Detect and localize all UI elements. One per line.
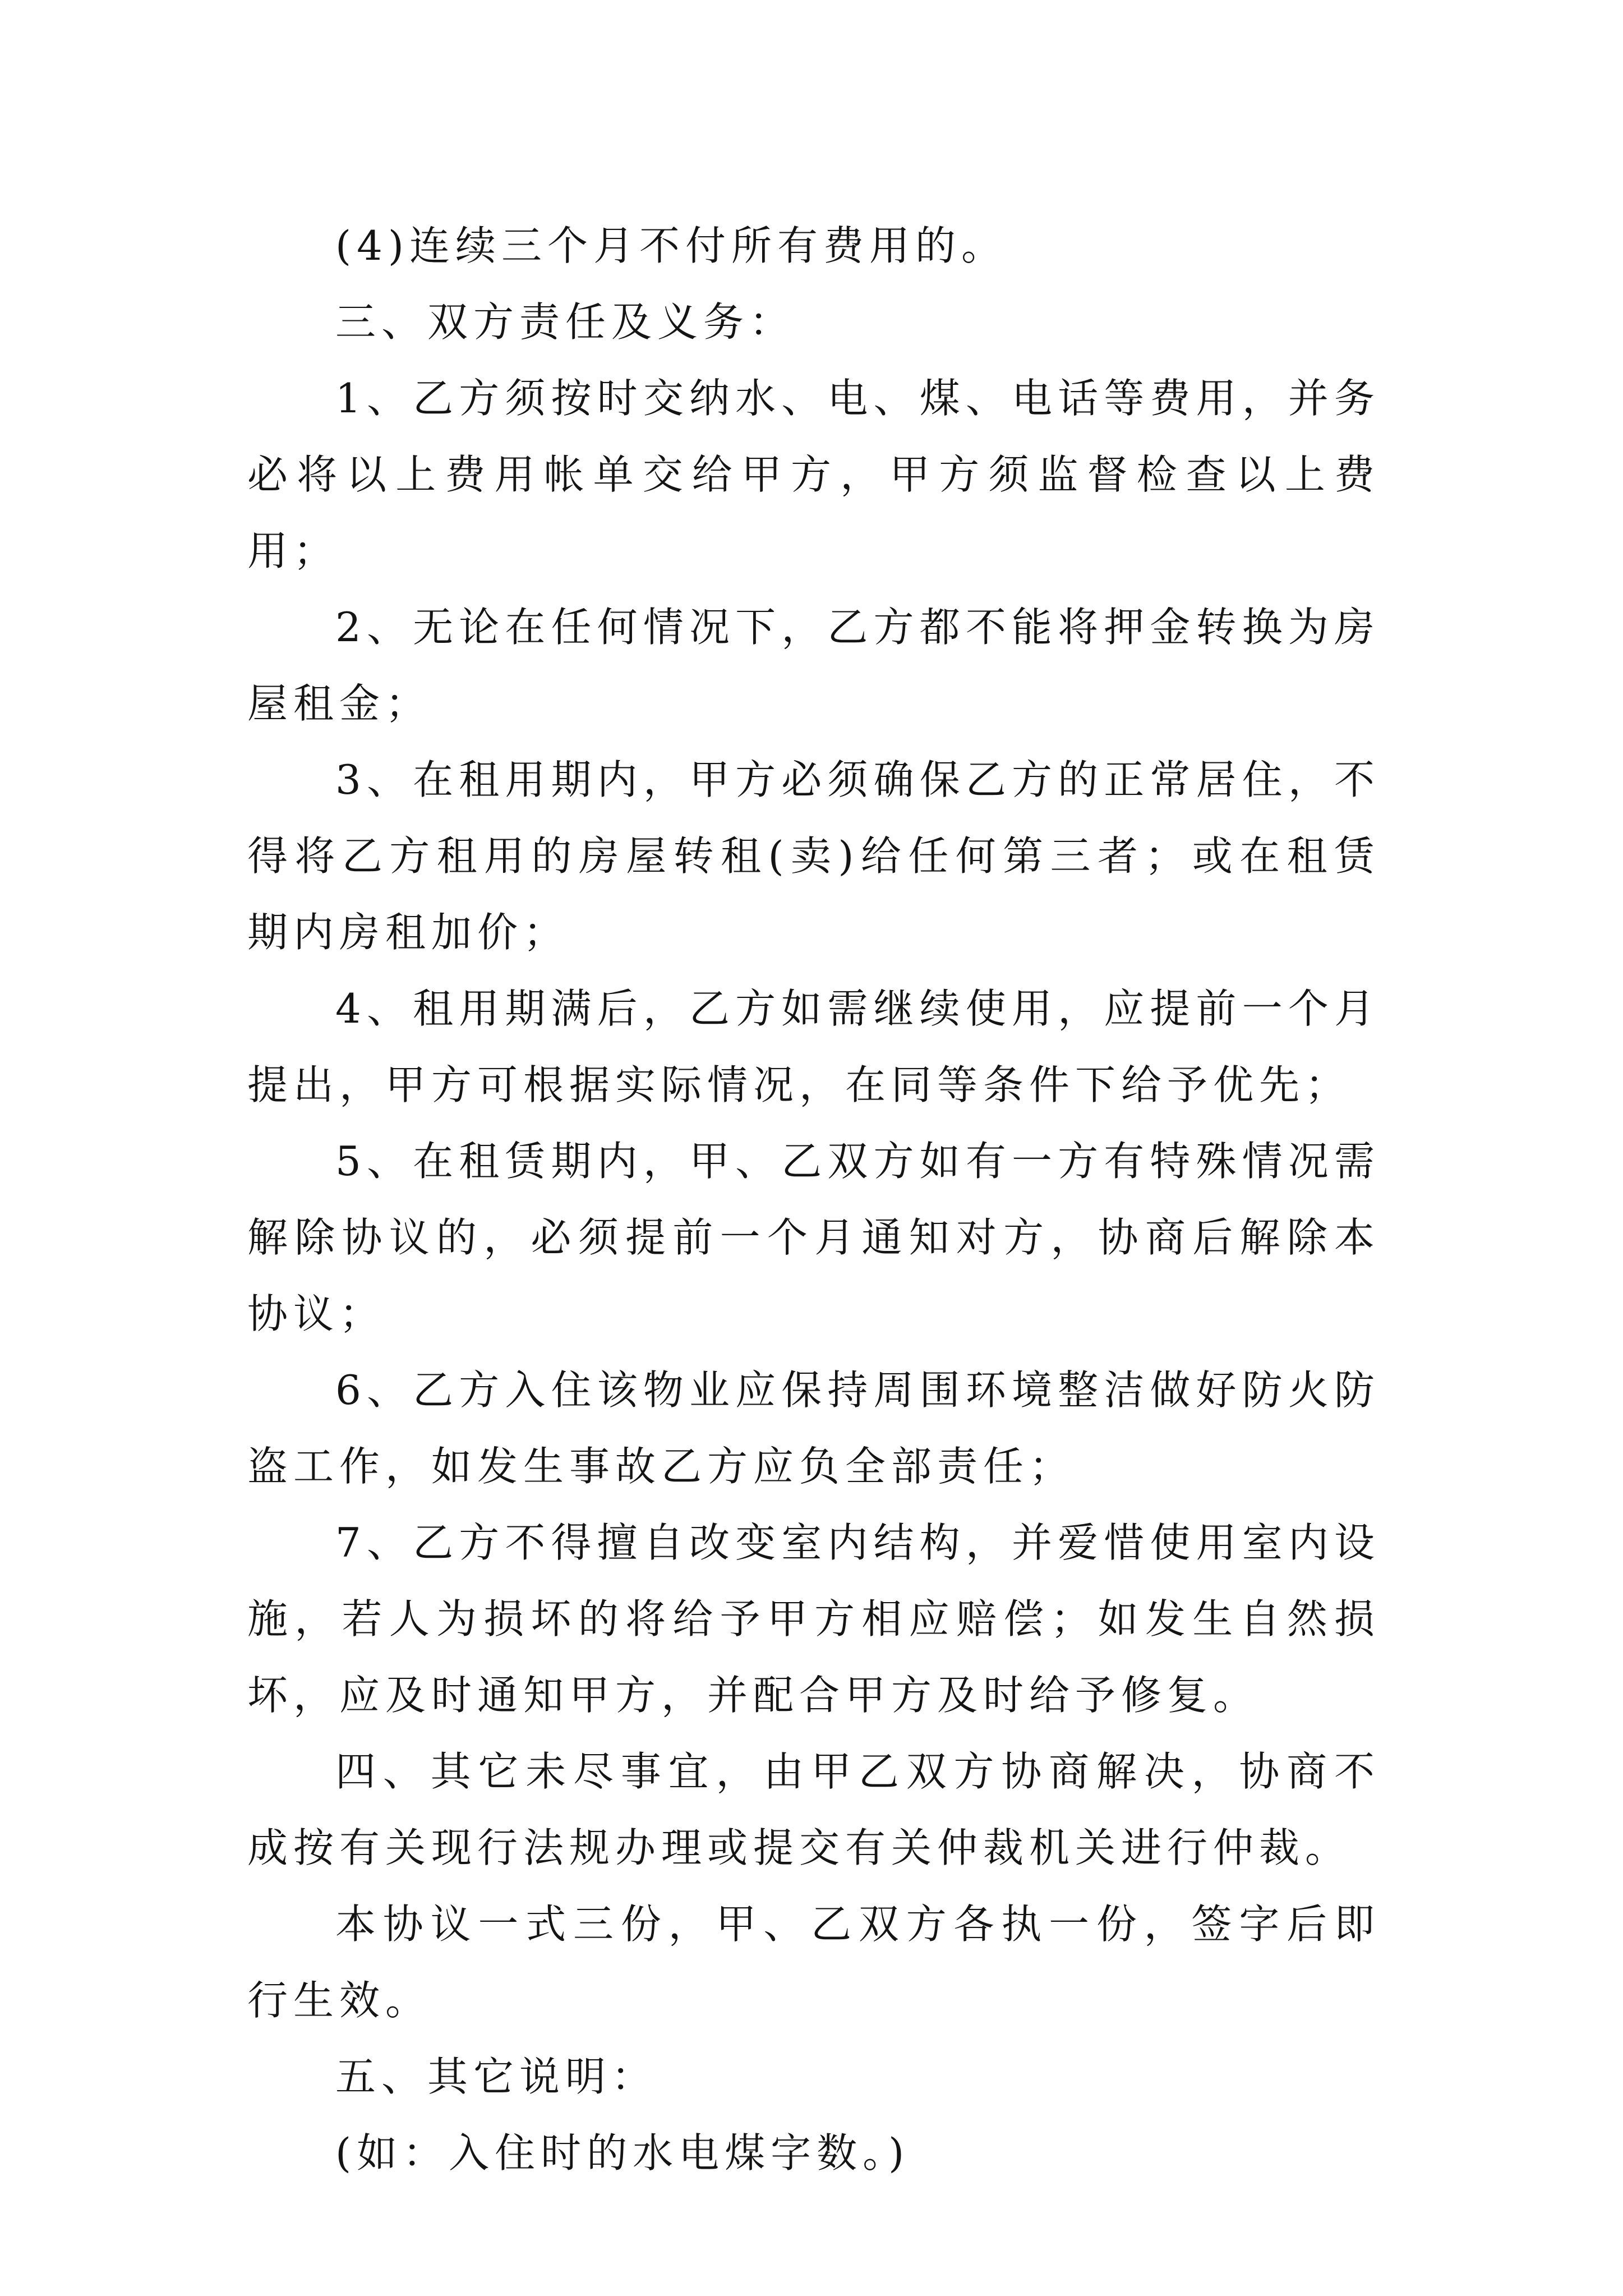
section-heading-other-notes: 五、其它说明： bbox=[335, 2053, 658, 2100]
paragraph-item-2: 2、无论在任何情况下，乙方都不能将押金转换为房屋租金； bbox=[247, 604, 1380, 727]
paragraph-notes-example: (如：入住时的水电煤字数。) bbox=[335, 2129, 910, 2177]
paragraph-item-3: 3、在租用期内，甲方必须确保乙方的正常居住，不得将乙方租用的房屋转租(卖)给任何第三者；或在租赁期内房租加价； bbox=[247, 756, 1380, 956]
paragraph-item-6: 6、乙方入住该物业应保持周围环境整洁做好防火防盗工作，如发生事故乙方应负全部责任； bbox=[247, 1366, 1380, 1490]
paragraph-item-4: 4、租用期满后，乙方如需继续使用，应提前一个月提出，甲方可根据实际情况，在同等条件下给予优先； bbox=[247, 985, 1380, 1108]
paragraph-item-5: 5、在租赁期内，甲、乙双方如有一方有特殊情况需解除协议的，必须提前一个月通知对方，协商后解除本协议； bbox=[247, 1138, 1380, 1337]
paragraph-item-1: 1、乙方须按时交纳水、电、煤、电话等费用，并务必将以上费用帐单交给甲方，甲方须监督检查以上费用； bbox=[247, 375, 1380, 574]
document-body bbox=[247, 208, 1380, 2191]
section-other-matters: 四、其它未尽事宜，由甲乙双方协商解决，协商不成按有关现行法规办理或提交有关仲裁机关进行仲裁。 bbox=[247, 1748, 1380, 1871]
paragraph-copies: 本协议一式三份，甲、乙双方各执一份，签字后即行生效。 bbox=[247, 1901, 1380, 2024]
paragraph-clause-4: (4)连续三个月不付所有费用的。 bbox=[335, 222, 1007, 269]
section-heading-responsibilities: 三、双方责任及义务： bbox=[335, 298, 796, 346]
paragraph-item-7: 7、乙方不得擅自改变室内结构，并爱惜使用室内设施，若人为损坏的将给予甲方相应赔偿；如发生自然损坏，应及时通知甲方，并配合甲方及时给予修复。 bbox=[247, 1519, 1380, 1719]
